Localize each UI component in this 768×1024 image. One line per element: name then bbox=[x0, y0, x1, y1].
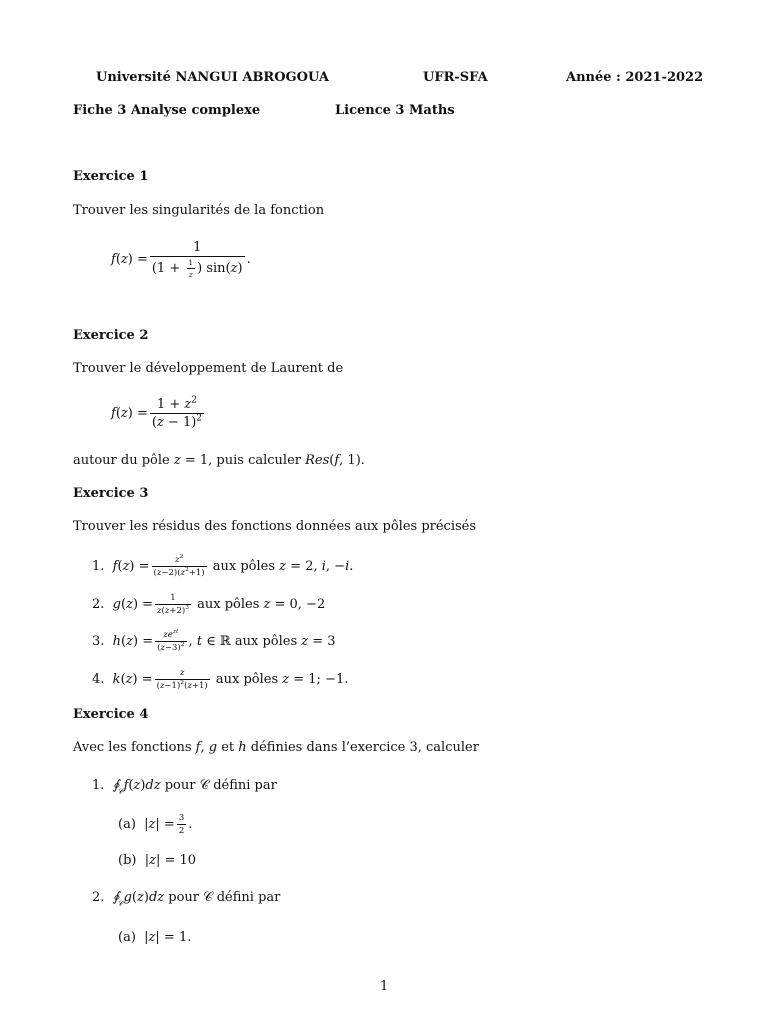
exercise-3-item-3: 3. h(z) = $\frac{ze^{zt}}{(z-3)^2}$ , t ∈ ℝ aux pôles z = 3 bbox=[92, 628, 336, 653]
exercise-4-item-1: 1. ∮ 𝒞 f(z)dz pour 𝒞 défini par bbox=[92, 778, 277, 796]
exercise-4-prompt: Avec les fonctions f, g et h définies dans l’exercice 3, calculer bbox=[73, 740, 479, 755]
exercise-3-prompt: Trouver les résidus des fonctions données aux pôles précisés bbox=[73, 519, 477, 534]
exercise-1-title: Exercice 1 bbox=[73, 169, 149, 184]
exercise-1-formula: f(z) = 1 (1 + $\frac{1}{z}$ ) sin(z) . bbox=[111, 240, 251, 279]
exercise-3-title: Exercice 3 bbox=[73, 486, 149, 501]
exercise-4-item-1b: (b) |z| = 10 bbox=[118, 853, 197, 868]
exercise-3-item-1: 1. f(z) = $\frac{z^2}{(z-2)(z^2+1)}$ aux pôles z = 2, i, −i. bbox=[92, 553, 354, 578]
course-level: Licence 3 Maths bbox=[335, 103, 455, 118]
university-name: Université NANGUI ABROGOUA bbox=[96, 70, 330, 85]
exercise-3-item-2: 2. g(z) = $\frac{1}{z(z+2)^3}$ aux pôles z = 0, −2 bbox=[92, 593, 326, 616]
sheet-title: Fiche 3 Analyse complexe bbox=[73, 103, 261, 118]
ufr-name: UFR-SFA bbox=[423, 70, 488, 85]
exercise-2-after: autour du pôle z = 1, puis calculer Res(f, 1). bbox=[73, 453, 365, 468]
exercise-4-title: Exercice 4 bbox=[73, 707, 149, 722]
exercise-1-prompt: Trouver les singularités de la fonction bbox=[73, 203, 325, 218]
academic-year: Année : 2021-2022 bbox=[566, 70, 704, 85]
exercise-2-prompt: Trouver le développement de Laurent de bbox=[73, 361, 344, 376]
exercise-2-title: Exercice 2 bbox=[73, 328, 149, 343]
exercise-4-item-2a: (a) |z| = 1. bbox=[118, 930, 192, 945]
exercise-4-item-2: 2. ∮ 𝒞 g(z)dz pour 𝒞 défini par bbox=[92, 890, 281, 908]
exercise-2-formula: f(z) = $\frac{1 + z^2}{(z - 1)^2}$ bbox=[111, 395, 203, 430]
exercise-3-item-4: 4. k(z) = $\frac{z}{(z-1)^2(z+1)}$ aux pôles z = 1; −1. bbox=[92, 668, 349, 691]
page-number: 1 bbox=[380, 979, 389, 994]
exercise-4-item-1a: (a) |z| = $\frac{3}{2}$ . bbox=[118, 813, 193, 836]
